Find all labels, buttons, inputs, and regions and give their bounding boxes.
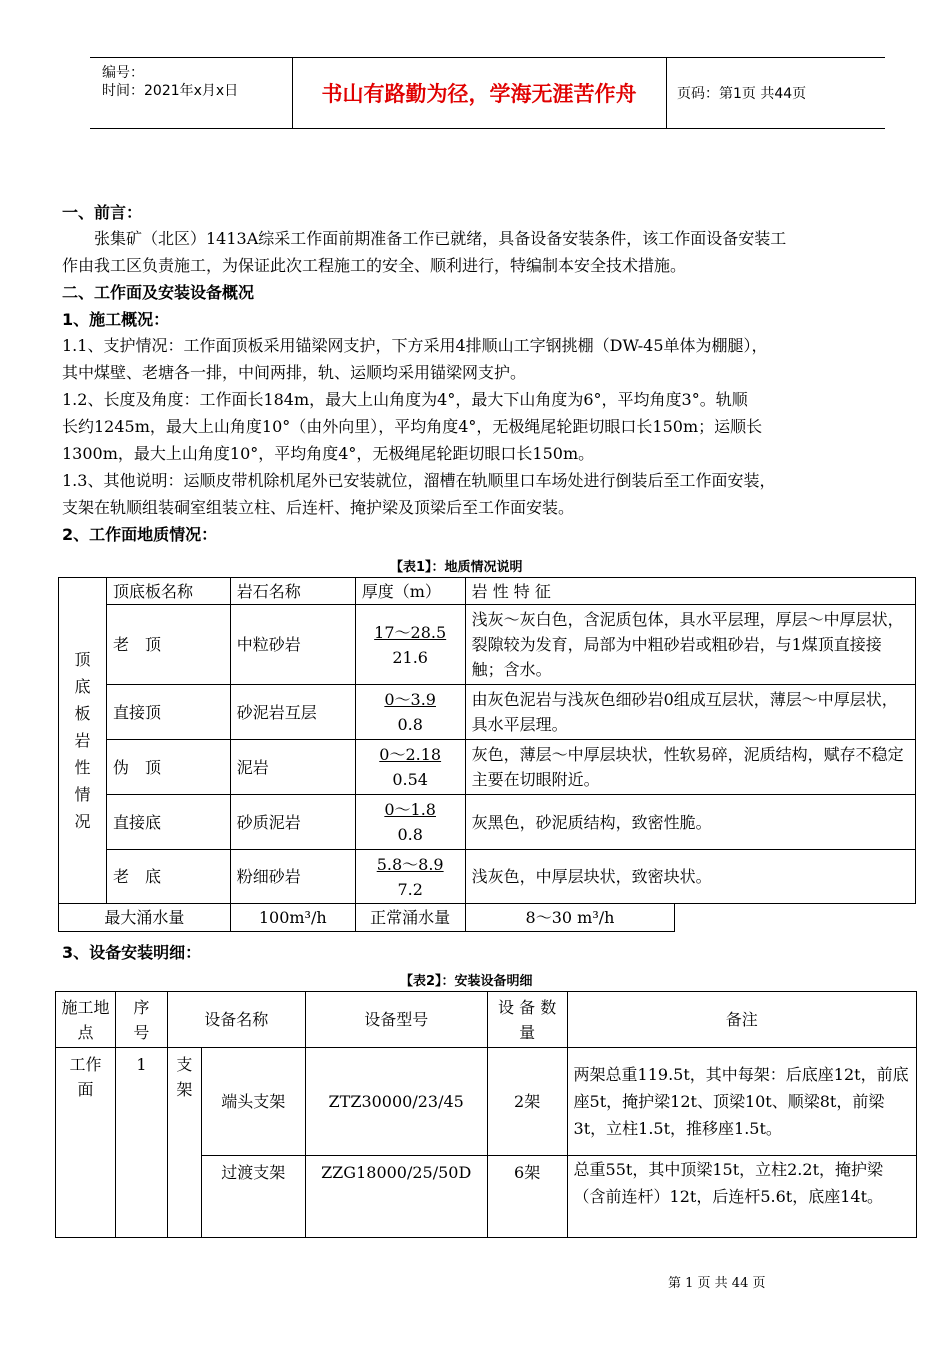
equip-qty: 6架	[487, 1156, 567, 1238]
row-thickness	[355, 685, 465, 740]
thickness-range: 0～3.9	[384, 690, 436, 709]
header-note: 备注	[567, 992, 916, 1048]
header-page-info: 页码：第1页 共44页	[677, 86, 807, 102]
header-site: 施工地点	[56, 992, 116, 1048]
water-inflow-row	[59, 904, 916, 932]
row-name: 伪 顶	[106, 740, 230, 795]
row-rock: 砂质泥岩	[230, 795, 355, 850]
thickness-range: 0～2.18	[379, 745, 442, 764]
equip-model: ZZG18000/25/50D	[305, 1156, 487, 1238]
thickness-avg: 0.54	[392, 770, 428, 789]
row-desc: 灰黑色，砂泥质结构，致密性脆。	[465, 795, 915, 850]
header-meta	[90, 58, 293, 128]
para-1-2-line2: 长约1245m，最大上山角度10°（由外向里），平均角度4°，无极绳尾轮距切眼口长150m；运顺长	[62, 417, 763, 436]
equip-note: 总重55t，其中顶梁15t，立柱2.2t，掩护梁（含前连杆）12t，后连杆5.6t，底座14t。	[567, 1156, 916, 1238]
section-2-1-title: 1、施工概况：	[62, 310, 170, 329]
thickness-range: 17～28.5	[374, 622, 447, 642]
thickness-avg: 0.8	[397, 825, 423, 844]
page-footer: 第 1 页 共 44 页	[668, 1276, 766, 1291]
row-rock: 粉细砂岩	[230, 850, 355, 904]
normal-inflow-value: 8～30 m³/h	[465, 904, 675, 932]
header-equip-name: 设备名称	[167, 992, 305, 1048]
header-thickness: 厚度（m）	[355, 578, 465, 605]
para-1-3-line2: 支架在轨顺组装硐室组装立柱、后连杆、掩护梁及顶梁后至工作面安装。	[62, 498, 575, 517]
row-thickness	[355, 850, 465, 904]
row-name: 直接底	[106, 795, 230, 850]
page-header	[90, 57, 885, 129]
max-inflow-label: 最大涌水量	[59, 904, 231, 932]
para-1-2-line3: 1300m，最大上山角度10°，平均角度4°，无极绳尾轮距切眼口长150m。	[62, 444, 595, 463]
seq-cell: 1	[115, 1048, 167, 1238]
table1-caption: 【表1】：地质情况说明	[390, 560, 523, 575]
table-header-row	[56, 992, 917, 1048]
equip-qty: 2架	[487, 1048, 567, 1156]
side-label-text: 顶底板岩性情况	[74, 650, 91, 831]
row-rock: 泥岩	[230, 740, 355, 795]
thickness-avg: 7.2	[397, 879, 423, 899]
thickness-range: 0～1.8	[384, 800, 436, 819]
normal-inflow-label-cell: 正常涌水量	[355, 904, 465, 932]
site-cell: 工作面	[56, 1048, 116, 1238]
equip-name: 端头支架	[201, 1048, 305, 1156]
table1-side-label	[59, 578, 107, 904]
table-row	[56, 1048, 917, 1156]
table-row	[59, 850, 916, 904]
number-label: 编号：	[102, 65, 144, 81]
row-desc: 由灰色泥岩与浅灰色细砂岩0组成互层状，薄层～中厚层状，具水平层理。	[465, 685, 915, 740]
geology-table	[58, 577, 916, 932]
header-rock: 岩石名称	[230, 578, 355, 605]
equip-note: 两架总重119.5t，其中每架：后底座12t，前底座5t，掩护梁12t、顶梁10t、顺梁8t，前梁3t，立柱1.5t，推移座1.5t。	[567, 1048, 916, 1156]
header-model: 设备型号	[305, 992, 487, 1048]
section-1-para-line2: 作由我工区负责施工，为保证此次工程施工的安全、顺利进行，特编制本安全技术措施。	[62, 256, 687, 275]
time-label: 时间：2021年x月x日	[102, 83, 239, 99]
table-row	[59, 795, 916, 850]
table-row	[59, 740, 916, 795]
section-3-title: 3、设备安装明细：	[62, 943, 202, 962]
table-row	[59, 685, 916, 740]
header-motto: 书山有路勤为径，学海无涯苦作舟	[292, 58, 667, 128]
row-rock: 砂泥岩互层	[230, 685, 355, 740]
row-name: 老 顶	[106, 605, 230, 685]
equip-model: ZTZ30000/23/45	[305, 1048, 487, 1156]
header-desc: 岩 性 特 征	[465, 578, 915, 605]
section-1-title: 一、前言：	[62, 203, 143, 222]
header-qty: 设 备 数 量	[487, 992, 567, 1048]
group-cell: 支架	[167, 1048, 201, 1238]
header-seq: 序号	[115, 992, 167, 1048]
row-name: 直接顶	[106, 685, 230, 740]
table-header-row	[59, 578, 916, 605]
row-desc: 浅灰色，中厚层块状，致密块状。	[465, 850, 915, 904]
equipment-table	[55, 991, 917, 1238]
row-thickness	[355, 795, 465, 850]
table-row	[59, 605, 916, 685]
thickness-range: 5.8～8.9	[376, 854, 444, 874]
section-1-para-line1: 张集矿（北区）1413A综采工作面前期准备工作已就绪，具备设备安装条件，该工作面设备安装工	[94, 229, 787, 248]
row-desc: 浅灰～灰白色，含泥质包体，具水平层理，厚层～中厚层状，裂隙较为发育，局部为中粗砂岩或粗砂岩，与1煤顶直接接触；含水。	[465, 605, 915, 685]
row-desc: 灰色，薄层～中厚层块状，性软易碎，泥质结构，赋存不稳定主要在切眼附近。	[465, 740, 915, 795]
para-1-1-line1: 1.1、支护情况：工作面顶板采用锚梁网支护，下方采用4排顺山工字钢挑棚（DW-45单体为棚腿），	[62, 336, 768, 355]
section-2-title: 二、工作面及安装设备概况	[62, 283, 255, 302]
thickness-avg: 21.6	[392, 647, 428, 667]
header-name: 顶底板名称	[106, 578, 230, 605]
table2-caption: 【表2】：安装设备明细	[400, 974, 533, 989]
para-1-1-line2: 其中煤壁、老塘各一排，中间两排，轨、运顺均采用锚梁网支护。	[62, 363, 527, 382]
row-thickness	[355, 740, 465, 795]
thickness-avg: 0.8	[397, 715, 423, 734]
row-rock: 中粒砂岩	[230, 605, 355, 685]
row-name: 老 底	[106, 850, 230, 904]
para-1-3-line1: 1.3、其他说明：运顺皮带机除机尾外已安装就位，溜槽在轨顺里口车场处进行倒装后至工作面安装，	[62, 471, 776, 490]
section-2-2-title: 2、工作面地质情况：	[62, 525, 218, 544]
equip-name: 过渡支架	[201, 1156, 305, 1238]
para-1-2-line1: 1.2、长度及角度：工作面长184m，最大上山角度为4°，最大下山角度为6°，平均角度3°。轨顺	[62, 390, 748, 409]
row-thickness	[355, 605, 465, 685]
max-inflow-value: 100m³/h	[230, 904, 355, 932]
